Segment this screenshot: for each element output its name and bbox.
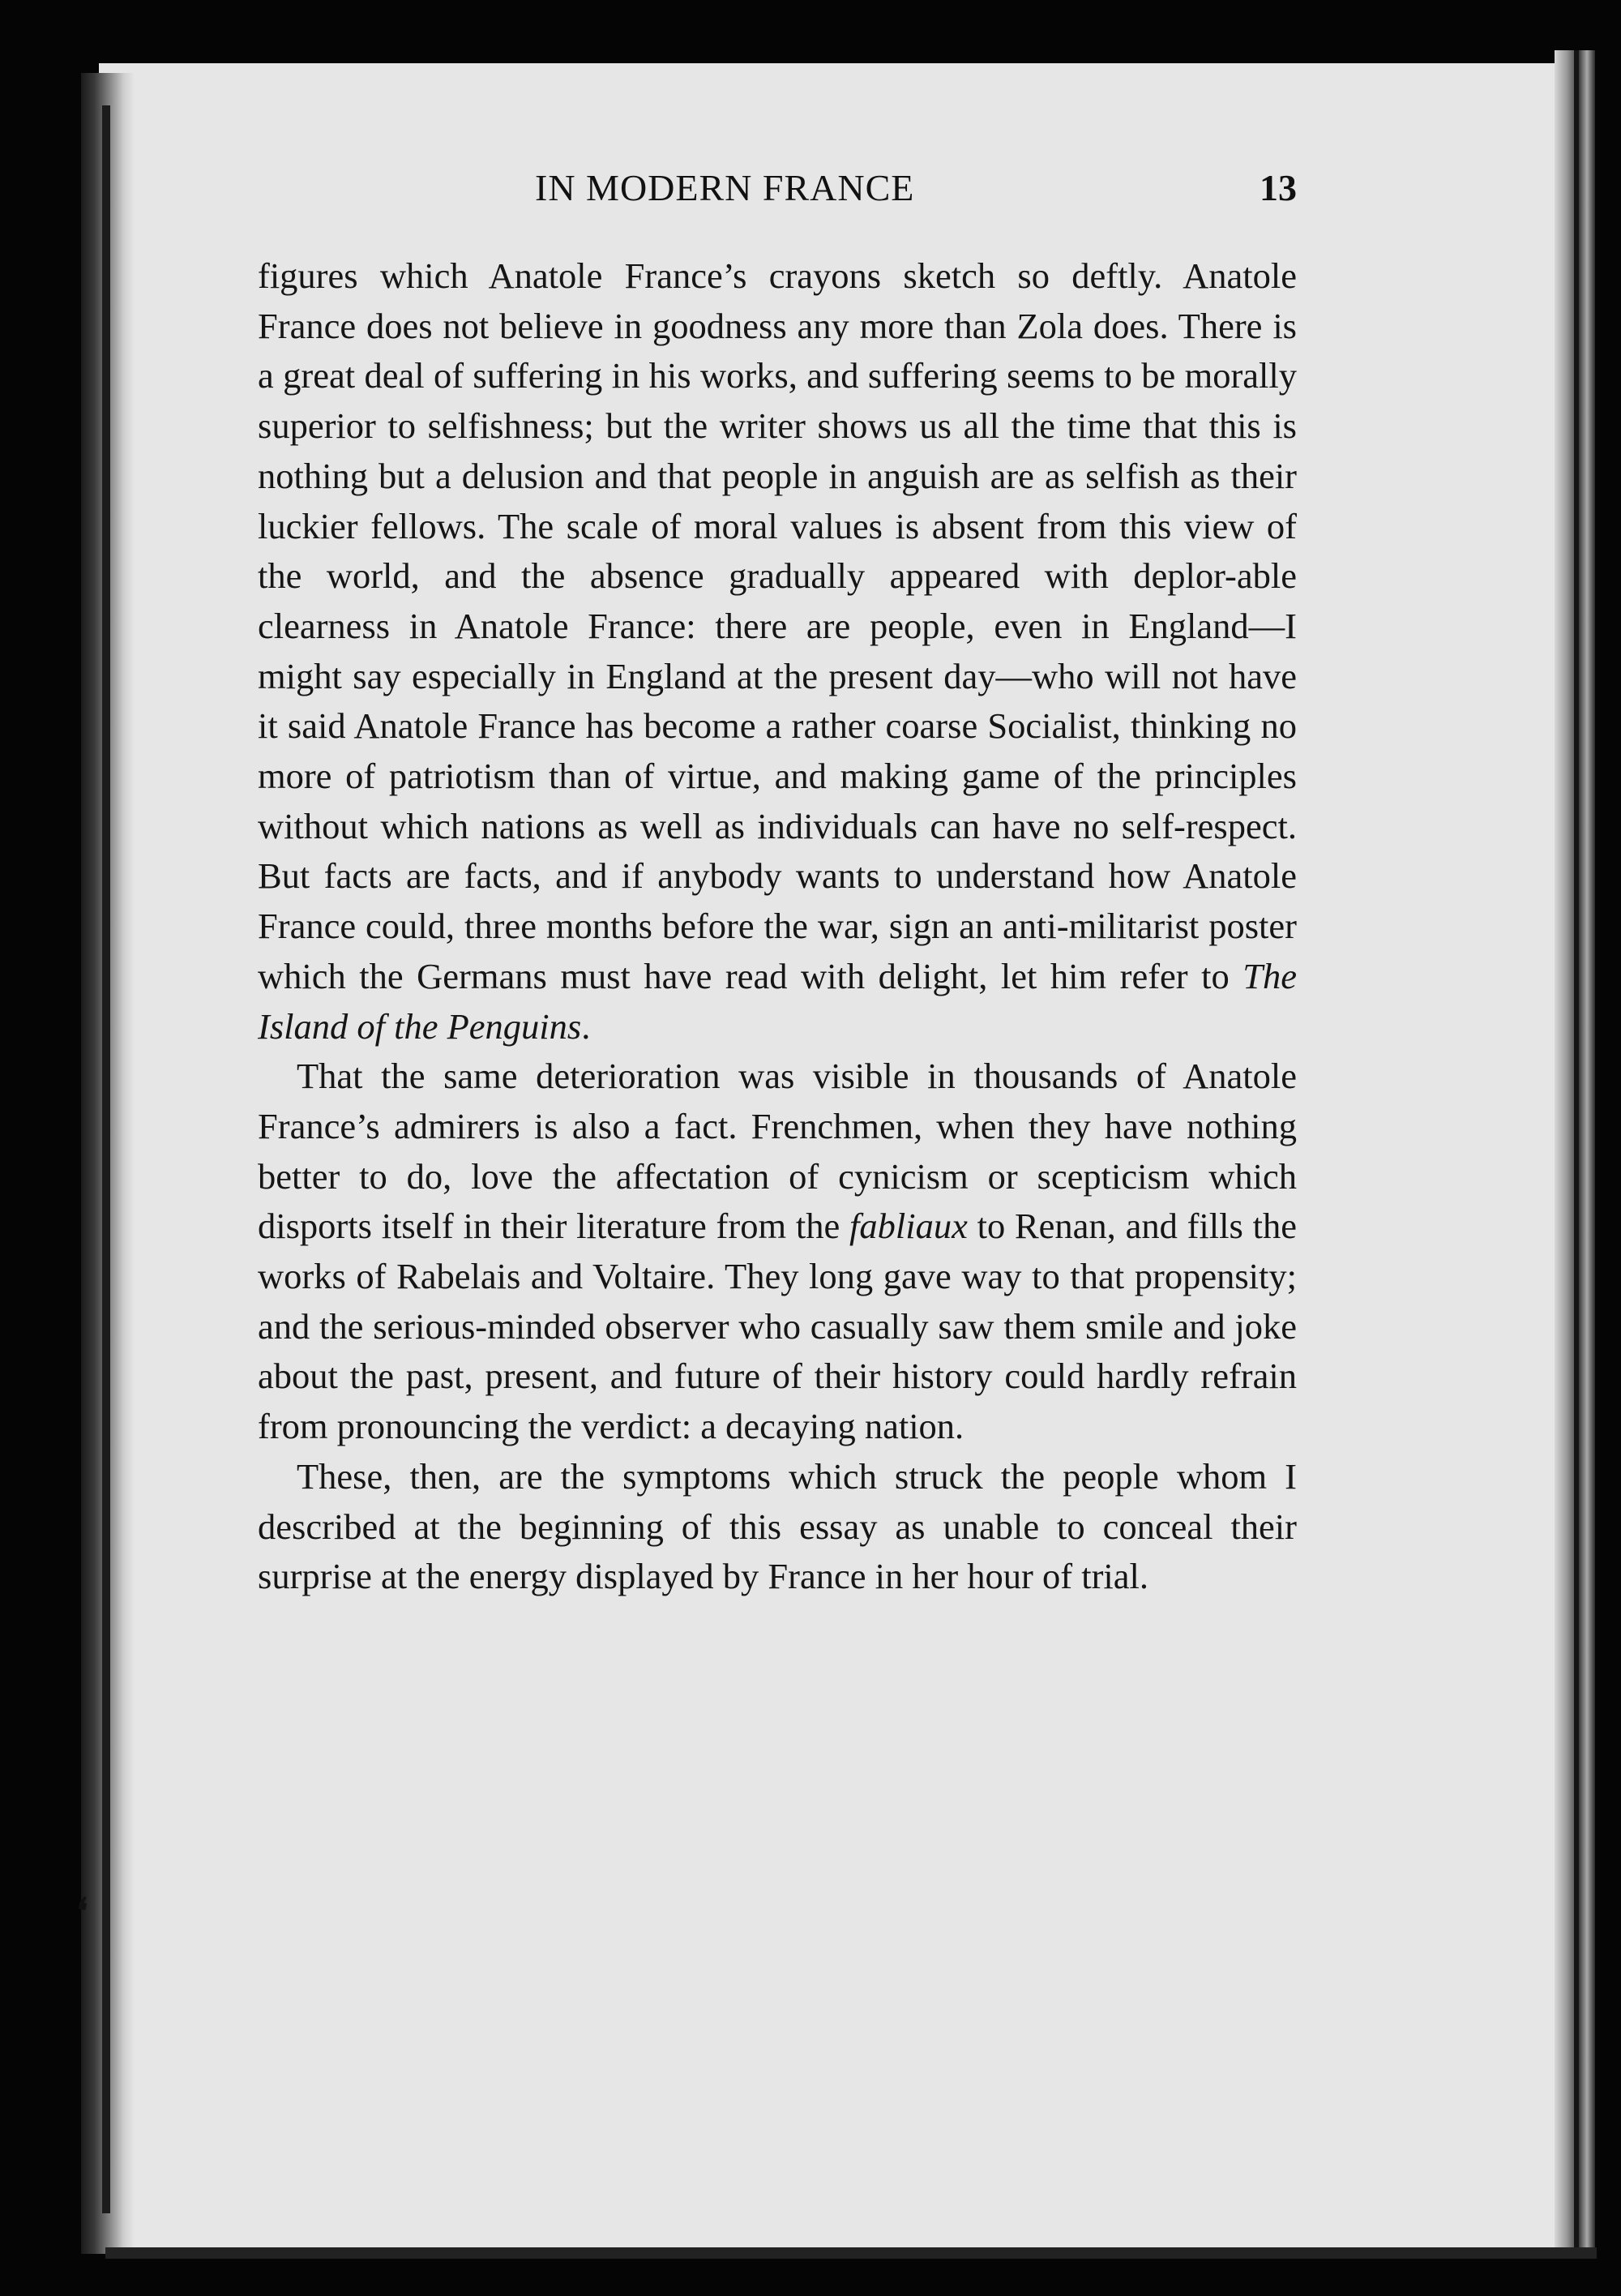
bottom-edge-shadow (105, 2247, 1597, 2259)
paragraph-2-text-end: to Renan, and fills the works of Rabelais and Voltaire. They long gave way to that propensity; and the serious-minded observer who casually saw them smile and joke about the past, present, and future of their history could hardly refrain from pronouncing the verdict: a decaying nation. (258, 1206, 1297, 1447)
page-number: 13 (1260, 167, 1297, 208)
gutter-line (102, 105, 110, 2213)
paragraph-1 (258, 251, 1297, 1052)
term-fabliaux: fabliaux (849, 1206, 968, 1247)
book-title-island-of-the-penguins: The Island of the Penguins (258, 955, 1297, 1047)
margin-mark-glyph: ❛ (70, 1889, 92, 1935)
paragraph-2-text-start: That the same deterioration was visible in thousands of Anatole France’s admirers is also a fact. Frenchmen, when they have nothing better to do, love the affectation of cynicism or scepticism which disports itself in their literature from the (258, 1056, 1297, 1247)
body-text (258, 251, 1297, 1602)
page-header (267, 166, 1297, 231)
page-edge-stripe (1574, 50, 1579, 2255)
paragraph-1-end: . (581, 1005, 591, 1047)
paragraph-2 (258, 1052, 1297, 1452)
paragraph-3: These, then, are the symptoms which struck the people whom I described at the beginning of this essay as unable to conceal their surprise at the energy displayed by France in her hour of trial. (258, 1455, 1297, 1597)
paragraph-1-text: figures which Anatole France’s crayons sketch so deftly. Anatole France does not believe in goodness any more than Zola does. There is a great deal of suffering in his works, and suffering seems to be morally superior to selfishness; but the writer shows us all the time that this is nothing but a delusion and that people in anguish are as selfish as their luckier fellows. The scale of moral values is absent from this view of the world, and the absence gradually appeared with deplor-able clearness in Anatole France: there are people, even in England—I might say especially in England at the present day—who will not have it said Anatole France has become a rather coarse Socialist, thinking no more of patriotism than of virtue, and making game of the principles without which nations as well as individuals can have no self-respect. But facts are facts, and if anybody wants to understand how Anatole France could, three months before the war, sign an anti-militarist poster which the Germans must have read with delight, let him refer to (258, 255, 1297, 996)
running-head: IN MODERN FRANCE (535, 167, 915, 208)
